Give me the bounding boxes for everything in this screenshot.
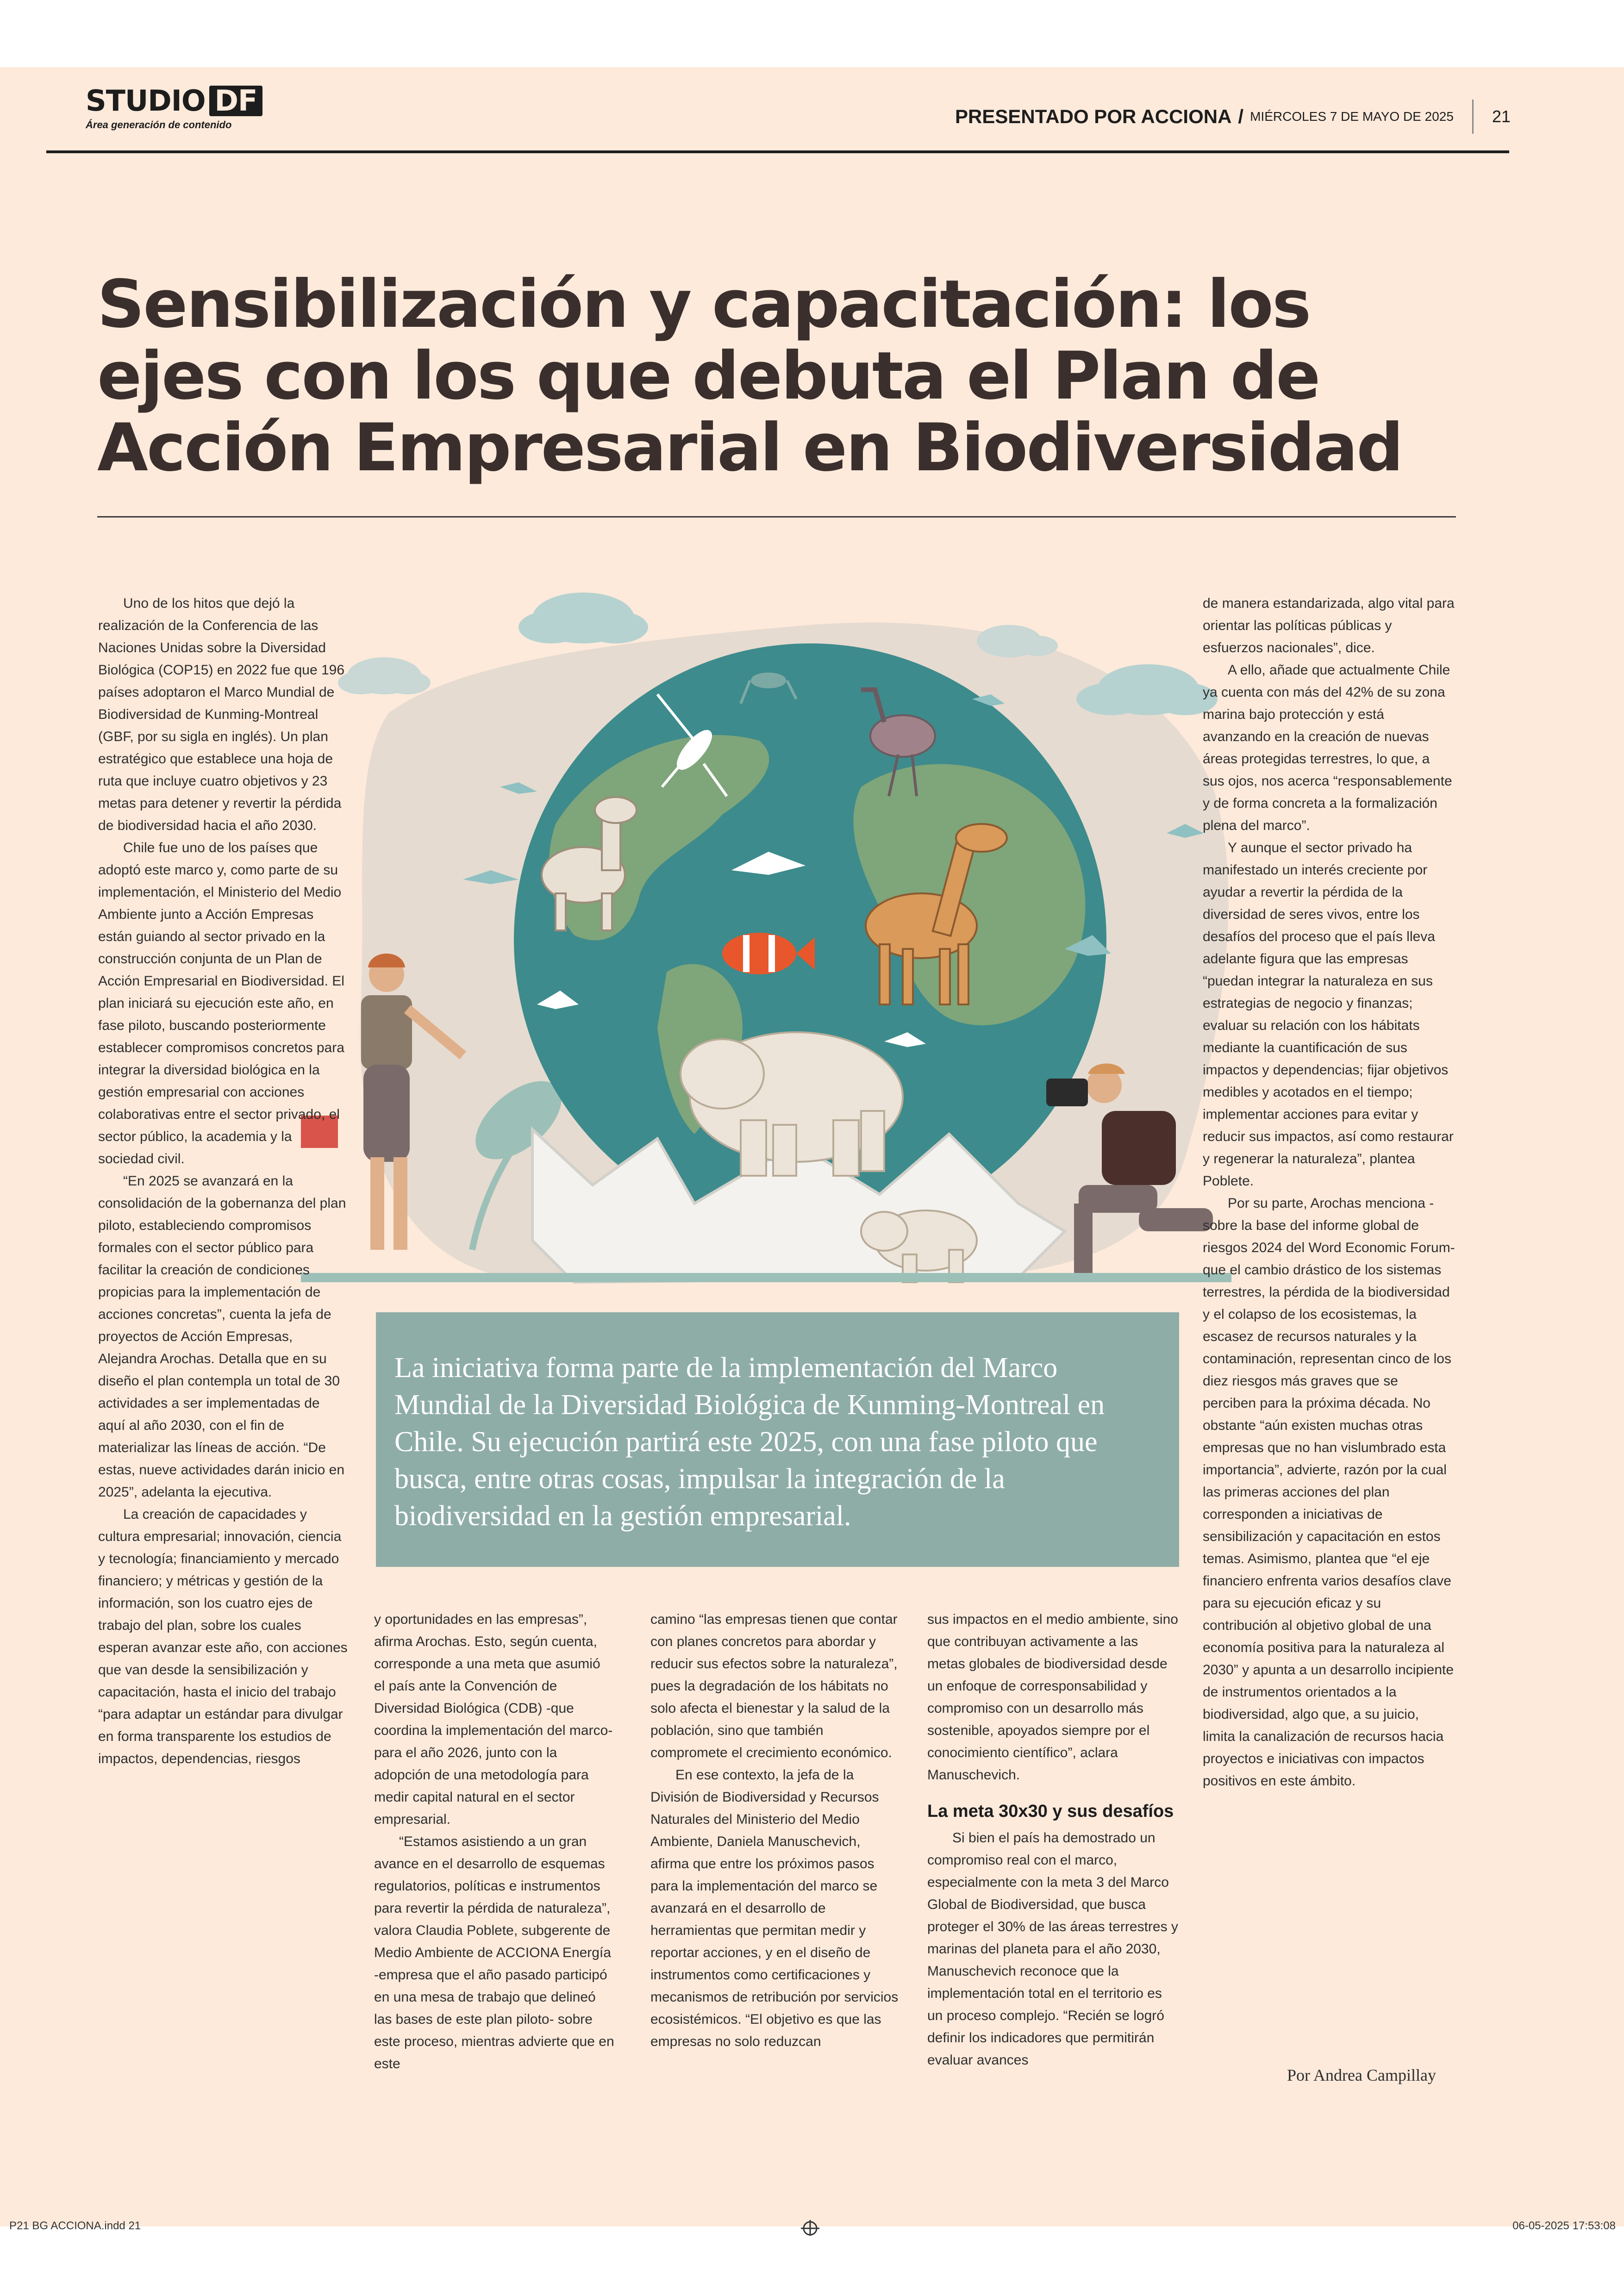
header-slash: / [1238,106,1244,127]
byline: Por Andrea Campillay [1287,2066,1436,2084]
brand-df: DF [209,86,263,116]
footer-file-label: P21 BG ACCIONA.indd 21 [9,2220,141,2232]
paragraph: La creación de capacidades y cultura empresarial; innovación, ciencia y tecnología; financiamiento y mercado financiero; y métricas y gestión de la información, son los cuatro ejes de trabajo del plan, sobre los cuales esperan avanzar este año, con acciones que van desde la sensibilización y capacitación, hasta el inicio del trabajo “para adaptar un estándar para divulgar en forma transparente los estudios de impactos, dependencias, riesgos [98,1507,348,1766]
paragraph: Chile fue uno de los países que adoptó este marco y, como parte de su implementación, el Ministerio del Medio Ambiente junto a Acción Empresas están guiando al sector privado en la construcción conjunta de un Plan de Acción Empresarial en Biodiversidad. El plan iniciará su ejecución este año, en fase piloto, buscando posteriormente establecer compromisos concretos para integrar la diversidad biológica en la gestión empresarial con acciones colaborativas entre el sector privado, el sector público, la academia y la sociedad civil. [98,840,344,1166]
headline: Sensibilización y capacitación: los ejes con los que debuta el Plan de Acción Empresarial en Biodiversidad [97,266,1402,486]
section-subhead: La meta 30x30 y sus desafíos [927,1802,1174,1821]
article-column-1 [98,592,348,1770]
paragraph: Y aunque el sector privado ha manifestado un interés creciente por ayudar a revertir la pérdida de la diversidad de seres vivos, entre los desafíos del proceso que el país lleva adelante figura que las empresas “puedan integrar la naturaleza en sus estrategias de negocio y finanzas; evaluar su relación con los hábitats mediante la cuantificación de sus impactos y dependencias; fijar objetivos medibles y acotados en el tiempo; implementar acciones para evitar y reducir sus impactos, así como restaurar y regenerar la naturaleza”, plantea Poblete. [1203,840,1454,1189]
paragraph: A ello, añade que actualmente Chile ya cuenta con más del 42% de su zona marina bajo protección y está avanzando en la creación de nuevas áreas protegidas terrestres, lo que, a sus ojos, nos acerca “responsablemente y de forma concreta a la formalización plena del marco”. [1203,662,1452,833]
brand-studio: STUDIO [86,84,206,118]
paragraph: Uno de los hitos que dejó la realización de la Conferencia de las Naciones Unidas sobre la Diversidad Biológica (COP15) en 2022 fue que 196 países adoptaron el Marco Mundial de Biodiversidad de Kunming-Montreal (GBF, por su sigla en inglés). Un plan estratégico que establece una hoja de ruta que incluye cuatro objetivos y 23 metas para detener y revertir la pérdida de biodiversidad hacia el año 2030. [98,596,345,833]
footer-timestamp: 06-05-2025 17:53:08 [1512,2220,1616,2232]
paragraph: de manera estandarizada, algo vital para orientar las políticas públicas y esfuerzos nacionales”, dice. [1203,596,1455,655]
article-column-4 [927,1609,1180,2071]
paragraph: y oportunidades en las empresas”, afirma Arochas. Esto, según cuenta, corresponde a una meta que asumió el país ante la Convención de Diversidad Biológica (CDB) -que coordina la implementación del marco- para el año 2026, junto con la adopción de una metodología para medir capital natural en el sector empresarial. [374,1612,613,1827]
pull-quote: La iniciativa forma parte de la implementación del Marco Mundial de la Diversidad Biológica de Kunming-Montreal en Chile. Su ejecución partirá este 2025, con una fase piloto que busca, entre otras cosas, impulsar la integración de la biodiversidad en la gestión empresarial. [376,1312,1179,1567]
paragraph: “En 2025 se avanzará en la consolidación de la gobernanza del plan piloto, estableciendo compromisos formales con el sector público para facilitar la creación de condiciones propicias para la implementación de acciones concretas”, cuenta la jefa de proyectos de Acción Empresas, Alejandra Arochas. Detalla que en su diseño el plan contempla un total de 30 actividades a ser implementadas de aquí al año 2030, con el fin de materializar las líneas de acción. “De estas, nueve actividades darán inicio en 2025”, adelanta la ejecutiva. [98,1173,346,1500]
article-column-5 [1203,592,1455,1792]
cloud-icon [338,657,431,694]
paragraph: sus impactos en el medio ambiente, sino que contribuyan activamente a las metas globales de biodiversidad desde un enfoque de corresponsabilidad y compromiso con un desarrollo más sostenible, apoyados siempre por el conocimiento científico”, aclara Manuschevich. [927,1612,1178,1783]
brand-subtitle: Área generación de contenido [86,119,232,131]
registration-mark-icon [796,2217,824,2236]
page-number: 21 [1492,107,1511,126]
paragraph: Por su parte, Arochas menciona -sobre la base del informe global de riesgos 2024 del Word Economic Forum- que el cambio drástico de los sistemas terrestres, la pérdida de la biodiversidad y el colapso de los ecosistemas, la escasez de recursos naturales y la contaminación, representan cinco de los diez riesgos más graves que se perciben para la próxima década. No obstante “aún existen muchas otras empresas que no han vislumbrado esta importancia”, advierte, razón por la cual las primeras acciones del plan corresponden a iniciativas de sensibilización y capacitación en estos temas. Asimismo, plantea que “el eje financiero enfrenta varios desafíos clave para su ejecución eficaz y su contribución al objetivo global de una economía positiva para la naturaleza al 2030” y apunta a un desarrollo incipiente de instrumentos orientados a la biodiversidad, algo que, a su juicio, limita la canalización de recursos hacia proyectos e iniciativas con impactos positivos en este ámbito. [1203,1196,1455,1789]
paragraph: Si bien el país ha demostrado un compromiso real con el marco, especialmente con la meta 3 del Marco Global de Biodiversidad, que busca proteger el 30% de las áreas terrestres y marinas del planeta para el año 2030, Manuschevich reconoce que la implementación total en el territorio es un proceso complejo. “Recién se logró definir los indicadores que permitirán evaluar avances [927,1830,1178,2068]
presented-by: PRESENTADO POR ACCIONA [955,106,1232,127]
paragraph: “Estamos asistiendo a un gran avance en el desarrollo de esquemas regulatorios, políticas e instrumentos para revertir la pérdida de naturaleza”, valora Claudia Poblete, subgerente de Medio Ambiente de ACCIONA Energía -empresa que el año pasado participó en una mesa de trabajo que delineó las bases de este plan piloto- sobre este proceso, mientras advierte que en este [374,1834,614,2071]
paragraph: camino “las empresas tienen que contar con planes concretos para abordar y reducir sus efectos sobre la naturaleza”, pues la degradación de los hábitats no solo afecta el bienestar y la salud de la población, sino que también compromete el crecimiento económico. [650,1612,898,1760]
article-column-2 [374,1609,615,2075]
cloud-icon [518,592,648,643]
issue-date: MIÉRCOLES 7 DE MAYO DE 2025 [1250,109,1454,124]
article-column-3 [650,1609,900,2053]
paragraph: En ese contexto, la jefa de la División de Biodiversidad y Recursos Naturales del Ministerio del Medio Ambiente, Daniela Manuschevich, afirma que entre los próximos pasos para la implementación del marco se avanzará en el desarrollo de herramientas que permitan medir y reportar acciones, y en el diseño de instrumentos como certificaciones y mecanismos de retribución por servicios ecosistémicos. “El objetivo es que las empresas no solo reduzcan [650,1767,899,2049]
cloud-icon [977,625,1058,657]
